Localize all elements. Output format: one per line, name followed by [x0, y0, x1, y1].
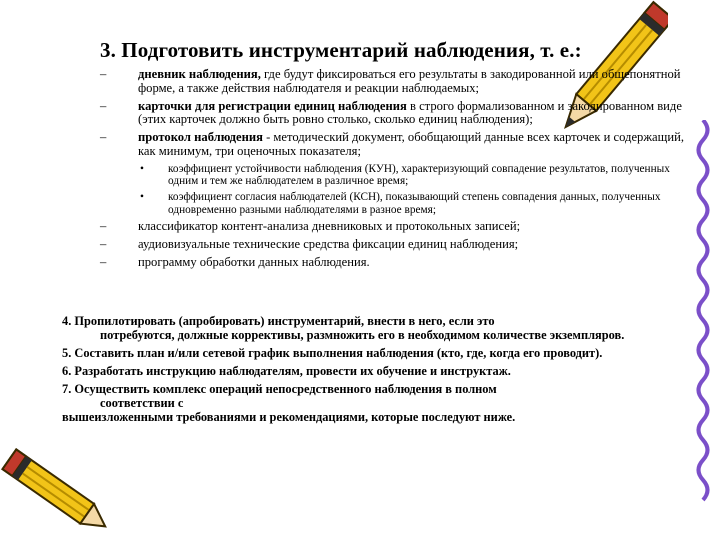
wavy-border-decoration: [692, 120, 714, 510]
list-item-text: в строго формализованном и закодированном виде (этих карточек должно быть ровно столько, сколько единиц наблюдения);: [138, 98, 682, 127]
steps-list: [62, 314, 672, 428]
list-marker: –: [100, 67, 107, 81]
step-text: 6. Разработать инструкцию наблюдателям, провести их обучение и инструктаж.: [62, 364, 511, 378]
step-text: 5. Составить план и/или сетевой график выполнения наблюдения (кто, где, когда его проводит).: [62, 346, 603, 360]
list-item-term: дневник наблюдения,: [138, 67, 261, 81]
step-text: вышеизложенными требованиями и рекомендациями, которые последуют ниже.: [62, 410, 516, 424]
sublist-marker: •: [140, 162, 144, 175]
step-text: 7. Осуществить комплекс операций непосредственного наблюдения в полном: [62, 382, 497, 396]
pencil-icon: [0, 440, 110, 540]
step-item: [62, 382, 672, 410]
list-marker: –: [100, 98, 107, 113]
list-item-text: - методический документ, обобщающий данные всех карточек и содержащий, как минимум, три оценочных показателя;: [138, 130, 684, 158]
step-item: [62, 346, 672, 360]
step-text: 4. Пропилотировать (апробировать) инструментарий, внести в него, если это: [62, 314, 495, 328]
sublist-item-text: коэффициент устойчивости наблюдения (КУН), характеризующий совпадение результатов, полученных одним и тем же наблюдателем в различное время;: [168, 162, 670, 188]
list-item: [100, 256, 685, 270]
list-item-text: аудиовизуальные технические средства фиксации единиц наблюдения;: [138, 236, 519, 251]
list-item: [100, 131, 685, 159]
step-item: [62, 364, 672, 378]
slide-title: 3. Подготовить инструментарий наблюдения, т. е.:: [100, 38, 582, 62]
step-continuation: соответствии с: [100, 396, 184, 410]
list-item: [100, 68, 685, 96]
list-marker: –: [100, 218, 107, 233]
list-marker: –: [100, 130, 107, 145]
step-item: [62, 410, 672, 424]
sublist-marker: •: [140, 191, 144, 204]
list-item-term: карточки для регистрации единиц наблюдения: [138, 98, 407, 113]
sublist-item-text: коэффициент согласия наблюдателей (КСН), показывающий степень совпадения данных, полученных одновременно разными наблюдателями в разное время;: [168, 191, 661, 216]
step-continuation: потребуются, должные коррективы, размножить его в необходимом количестве экземпляров.: [100, 328, 625, 342]
instrument-list: [100, 68, 685, 273]
list-item-text: классификатор контент-анализа дневниковых и протокольных записей;: [138, 218, 521, 233]
list-marker: –: [100, 254, 107, 269]
list-item-term: протокол наблюдения: [138, 130, 263, 145]
list-marker: –: [100, 236, 107, 251]
step-item: [62, 314, 672, 342]
sublist-item: [100, 163, 685, 188]
list-item: [100, 220, 685, 234]
list-item-text: программу обработки данных наблюдения.: [138, 254, 370, 269]
sublist-item: [100, 191, 685, 216]
list-item-text: где будут фиксироваться его результаты в закодированной или общепонятной форме, а также действия наблюдателя и реакции наблюдаемых;: [138, 67, 681, 95]
list-item: [100, 238, 685, 252]
list-item: [100, 100, 685, 128]
